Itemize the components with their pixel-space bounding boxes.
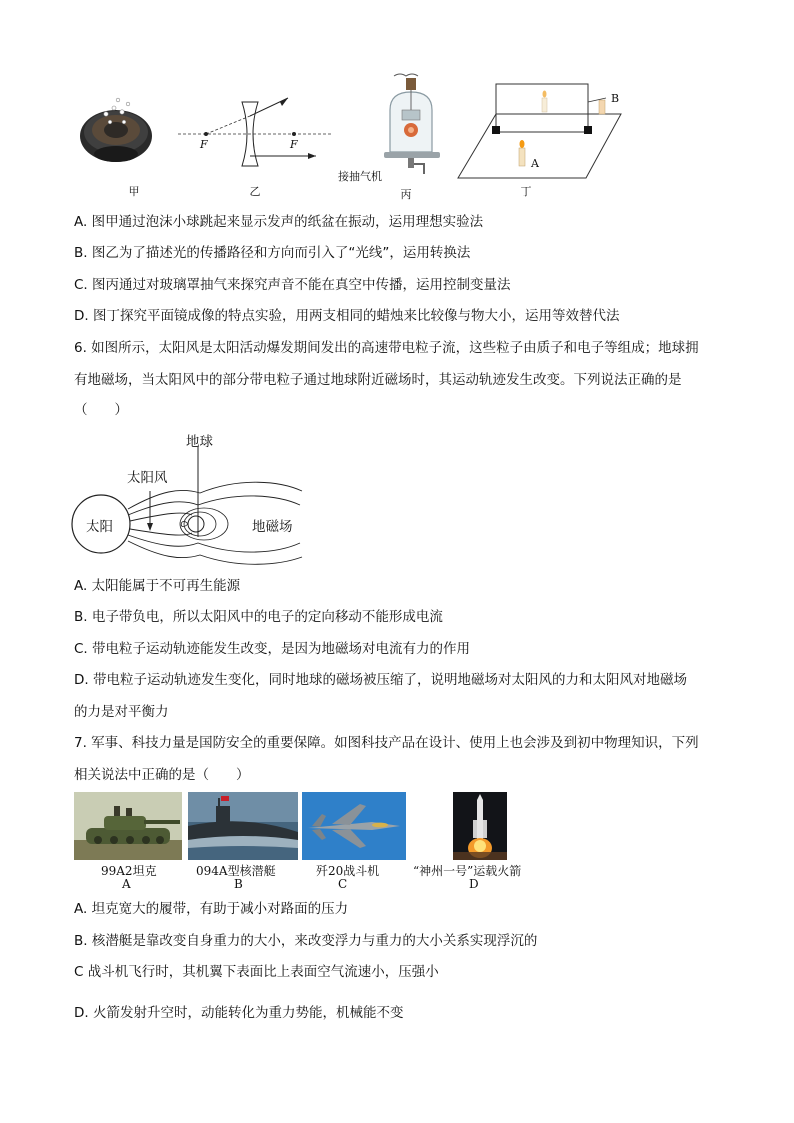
q6-option-c: C. 带电粒子运动轨迹能发生改变，是因为地磁场对电流有力的作用 bbox=[74, 641, 471, 657]
tank-photo bbox=[74, 792, 182, 860]
q5-option-a: A. 图甲通过泡沫小球跳起来显示发声的纸盆在振动，运用理想实验法 bbox=[74, 214, 484, 230]
concave-lens-diagram bbox=[176, 92, 336, 172]
q5-option-d: D. 图丁探究平面镜成像的特点实验，用两支相同的蜡烛来比较像与物大小，运用等效替代法 bbox=[74, 308, 620, 324]
q5-option-c: C. 图丙通过对玻璃罩抽气来探究声音不能在真空中传播，运用控制变量法 bbox=[74, 277, 511, 293]
pic-caption-a: 99A2坦克 bbox=[101, 864, 157, 878]
speaker-illustration bbox=[78, 92, 158, 172]
pic-caption-c: 歼20战斗机 bbox=[316, 864, 380, 878]
pic-caption-d: “神州一号”运载火箭 bbox=[413, 864, 522, 878]
q6-stem-line2: 有地磁场，当太阳风中的部分带电粒子通过地球附近磁场时，其运动轨迹发生改变。下列说法正确的是 bbox=[74, 372, 682, 388]
pic-letter-d: D bbox=[469, 877, 479, 891]
rocket-photo bbox=[453, 792, 507, 860]
pic-letter-a: A bbox=[122, 877, 131, 891]
candle-label-b: B bbox=[611, 92, 620, 105]
figure-bing bbox=[380, 70, 450, 180]
focus-label-right: F bbox=[290, 138, 298, 151]
plane-mirror-diagram bbox=[456, 80, 626, 180]
caption-jia: 甲 bbox=[128, 185, 140, 198]
focus-label-left: F bbox=[200, 138, 208, 151]
q6-stem-line1: 6. 如图所示，太阳风是太阳活动爆发期间发出的高速带电粒子流，这些粒子由质子和电子等组成；地球拥 bbox=[74, 340, 699, 356]
pic-letter-b: B bbox=[234, 877, 243, 891]
caption-yi: 乙 bbox=[249, 185, 261, 198]
diagram-label-earth: 地球 bbox=[186, 434, 213, 450]
figure-yi bbox=[176, 92, 336, 172]
pic-letter-c: C bbox=[338, 877, 348, 891]
fighter-jet-photo bbox=[302, 792, 406, 860]
q6-option-d-cont: 的力是对平衡力 bbox=[74, 704, 169, 720]
pic-caption-b: 094A型核潜艇 bbox=[196, 864, 276, 878]
figure-jia bbox=[78, 92, 158, 172]
q7-option-d: D. 火箭发射升空时，动能转化为重力势能，机械能不变 bbox=[74, 1005, 404, 1021]
diagram-label-field: 地磁场 bbox=[252, 519, 293, 535]
diagram-label-sun: 太阳 bbox=[86, 519, 113, 535]
q7-option-c: C 战斗机飞行时，其机翼下表面比上表面空气流速小，压强小 bbox=[74, 964, 439, 980]
q6-stem-line3: （ ） bbox=[74, 402, 128, 418]
q7-stem-line2: 相关说法中正确的是（ ） bbox=[74, 767, 250, 783]
q6-option-a: A. 太阳能属于不可再生能源 bbox=[74, 578, 241, 594]
q6-option-b: B. 电子带负电，所以太阳风中的电子的定向移动不能形成电流 bbox=[74, 609, 443, 625]
caption-ding: 丁 bbox=[520, 185, 532, 198]
diagram-label-wind: 太阳风 bbox=[127, 470, 168, 486]
caption-bing: 丙 bbox=[400, 188, 412, 201]
q7-option-b: B. 核潜艇是靠改变自身重力的大小，来改变浮力与重力的大小关系实现浮沉的 bbox=[74, 933, 538, 949]
candle-label-a: A bbox=[531, 157, 539, 170]
q7-stem-line1: 7. 军事、科技力量是国防安全的重要保障。如图科技产品在设计、使用上也会涉及到初中物理知识，下列 bbox=[74, 735, 699, 751]
q7-option-a: A. 坦克宽大的履带，有助于减小对路面的压力 bbox=[74, 901, 349, 917]
submarine-photo bbox=[188, 792, 298, 860]
bell-jar-illustration bbox=[380, 70, 450, 180]
pump-label: 接抽气机 bbox=[338, 170, 382, 183]
figure-ding bbox=[456, 80, 626, 180]
q6-option-d: D. 带电粒子运动轨迹发生变化，同时地球的磁场被压缩了，说明地磁场对太阳风的力和太阳风对地磁场 bbox=[74, 672, 687, 688]
q5-option-b: B. 图乙为了描述光的传播路径和方向而引入了“光线”，运用转换法 bbox=[74, 245, 471, 261]
